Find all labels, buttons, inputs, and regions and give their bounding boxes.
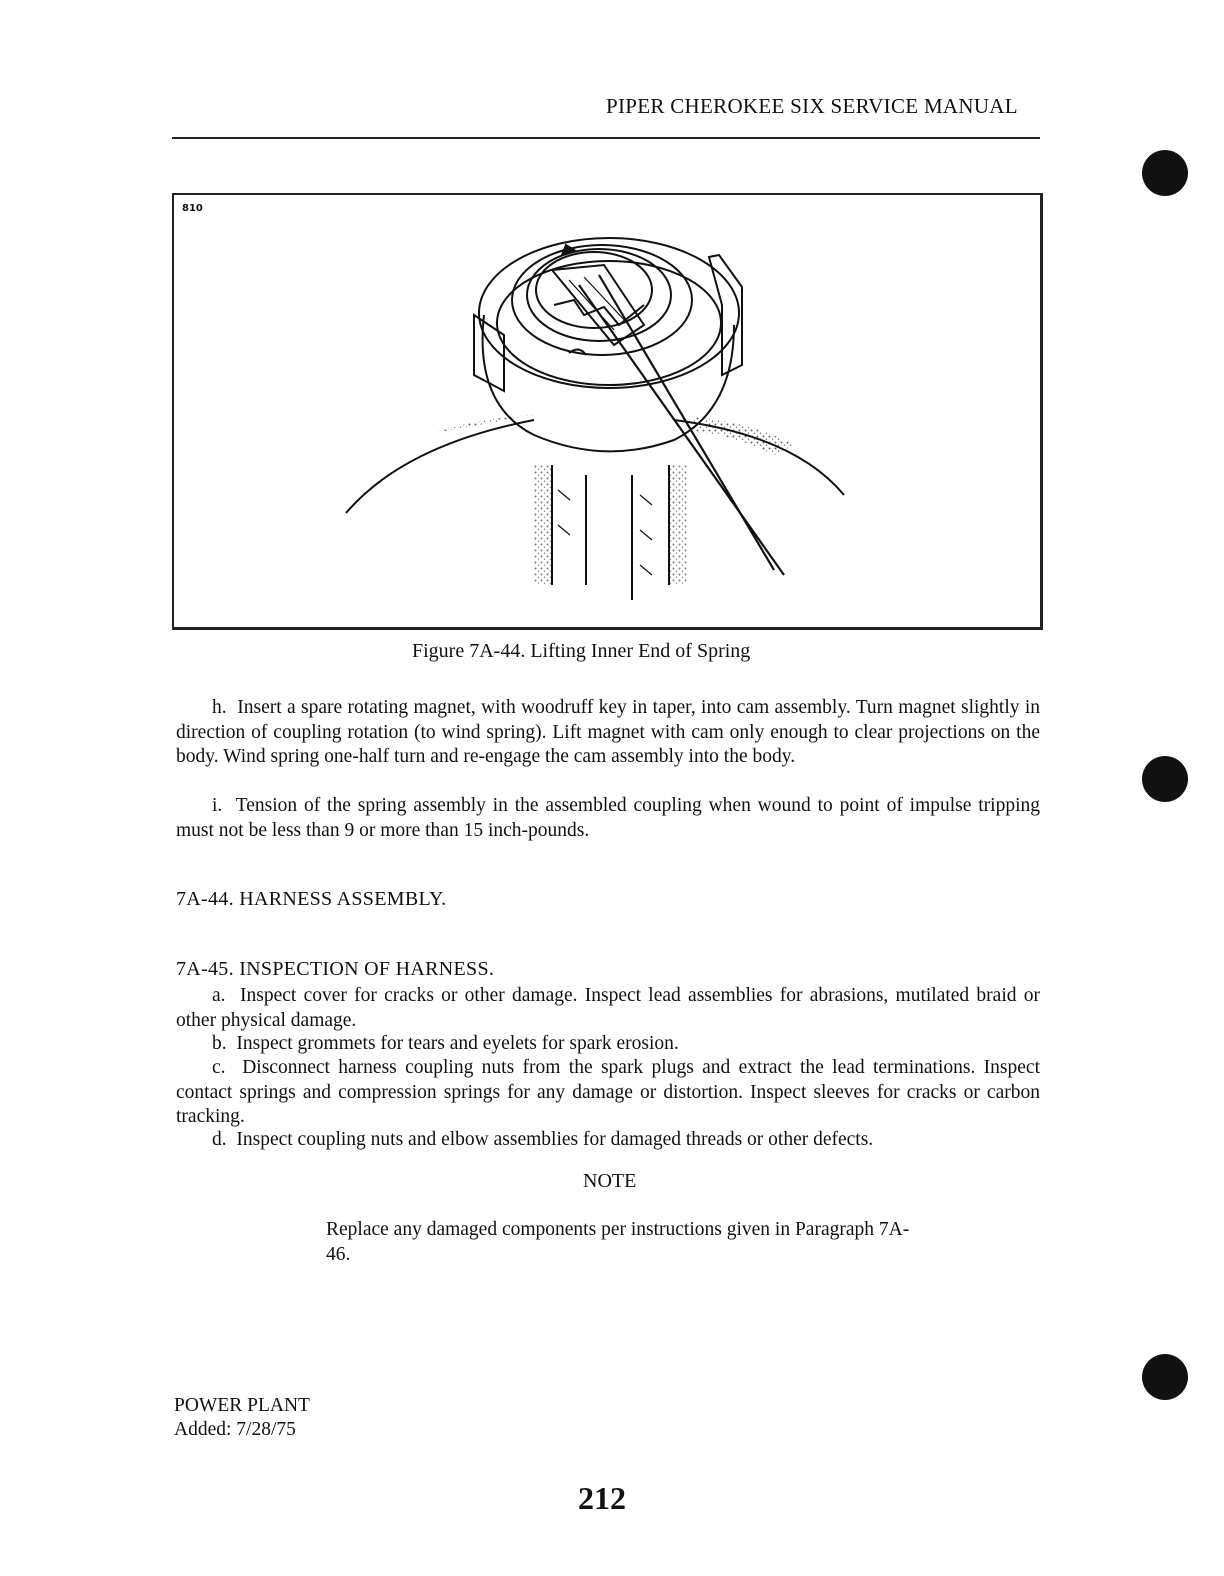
figure-caption: Figure 7A-44. Lifting Inner End of Spring: [412, 640, 751, 662]
step-a-letter: a.: [212, 985, 226, 1006]
step-h-text: Insert a spare rotating magnet, with woodruff key in taper, into cam assembly. Turn magnet slightly in direction of coupling rotation (to wind spring). Lift magnet with cam only enough to clear projections on the body. Wind spring one-half turn and re-engage the cam assembly into the body.: [176, 697, 1040, 767]
note-text: Replace any damaged components per instructions given in Paragraph 7A-46.: [326, 1219, 910, 1265]
figure-id: 810: [182, 203, 203, 214]
step-h: [176, 696, 1040, 770]
step-d-text: Inspect coupling nuts and elbow assemblies for damaged threads or other defects.: [236, 1129, 874, 1150]
binder-hole-top: [1142, 150, 1188, 196]
step-d: [176, 1128, 1040, 1153]
header-rule: [172, 137, 1040, 139]
step-c-text: Disconnect harness coupling nuts from the spark plugs and extract the lead terminations. Inspect contact springs and compression springs for any damage or distortion. Inspect sleeves for cracks or carbon tracking.: [176, 1057, 1040, 1127]
footer-section-name: POWER PLANT: [174, 1395, 310, 1416]
page-header-title: PIPER CHEROKEE SIX SERVICE MANUAL: [606, 94, 1018, 118]
step-h-letter: h.: [212, 697, 227, 718]
step-b-letter: b.: [212, 1033, 227, 1054]
step-b-text: Inspect grommets for tears and eyelets for spark erosion.: [236, 1033, 679, 1054]
step-c-letter: c.: [212, 1057, 226, 1078]
binder-hole-middle: [1142, 756, 1188, 802]
step-a: [176, 984, 1040, 1033]
step-a-text: Inspect cover for cracks or other damage. Inspect lead assemblies for abrasions, mutilated braid or other physical damage.: [176, 985, 1040, 1031]
spring-coupling-illustration: [174, 195, 1040, 627]
step-b: [176, 1032, 1040, 1057]
step-i: [176, 794, 1040, 843]
note-heading: NOTE: [583, 1170, 637, 1192]
figure-frame: [172, 193, 1043, 630]
step-c: [176, 1056, 1040, 1130]
step-d-letter: d.: [212, 1129, 227, 1150]
section-heading-inspection-of-harness: 7A-45. INSPECTION OF HARNESS.: [176, 958, 495, 980]
step-i-letter: i.: [212, 795, 223, 816]
footer-section-info: [174, 1394, 310, 1442]
binder-hole-bottom: [1142, 1354, 1188, 1400]
step-i-text: Tension of the spring assembly in the assembled coupling when wound to point of impulse tripping must not be less than 9 or more than 15 inch-pounds.: [176, 795, 1041, 841]
footer-added-date: Added: 7/28/75: [174, 1419, 296, 1440]
section-heading-harness-assembly: 7A-44. HARNESS ASSEMBLY.: [176, 888, 447, 910]
page-number: 212: [578, 1480, 626, 1516]
